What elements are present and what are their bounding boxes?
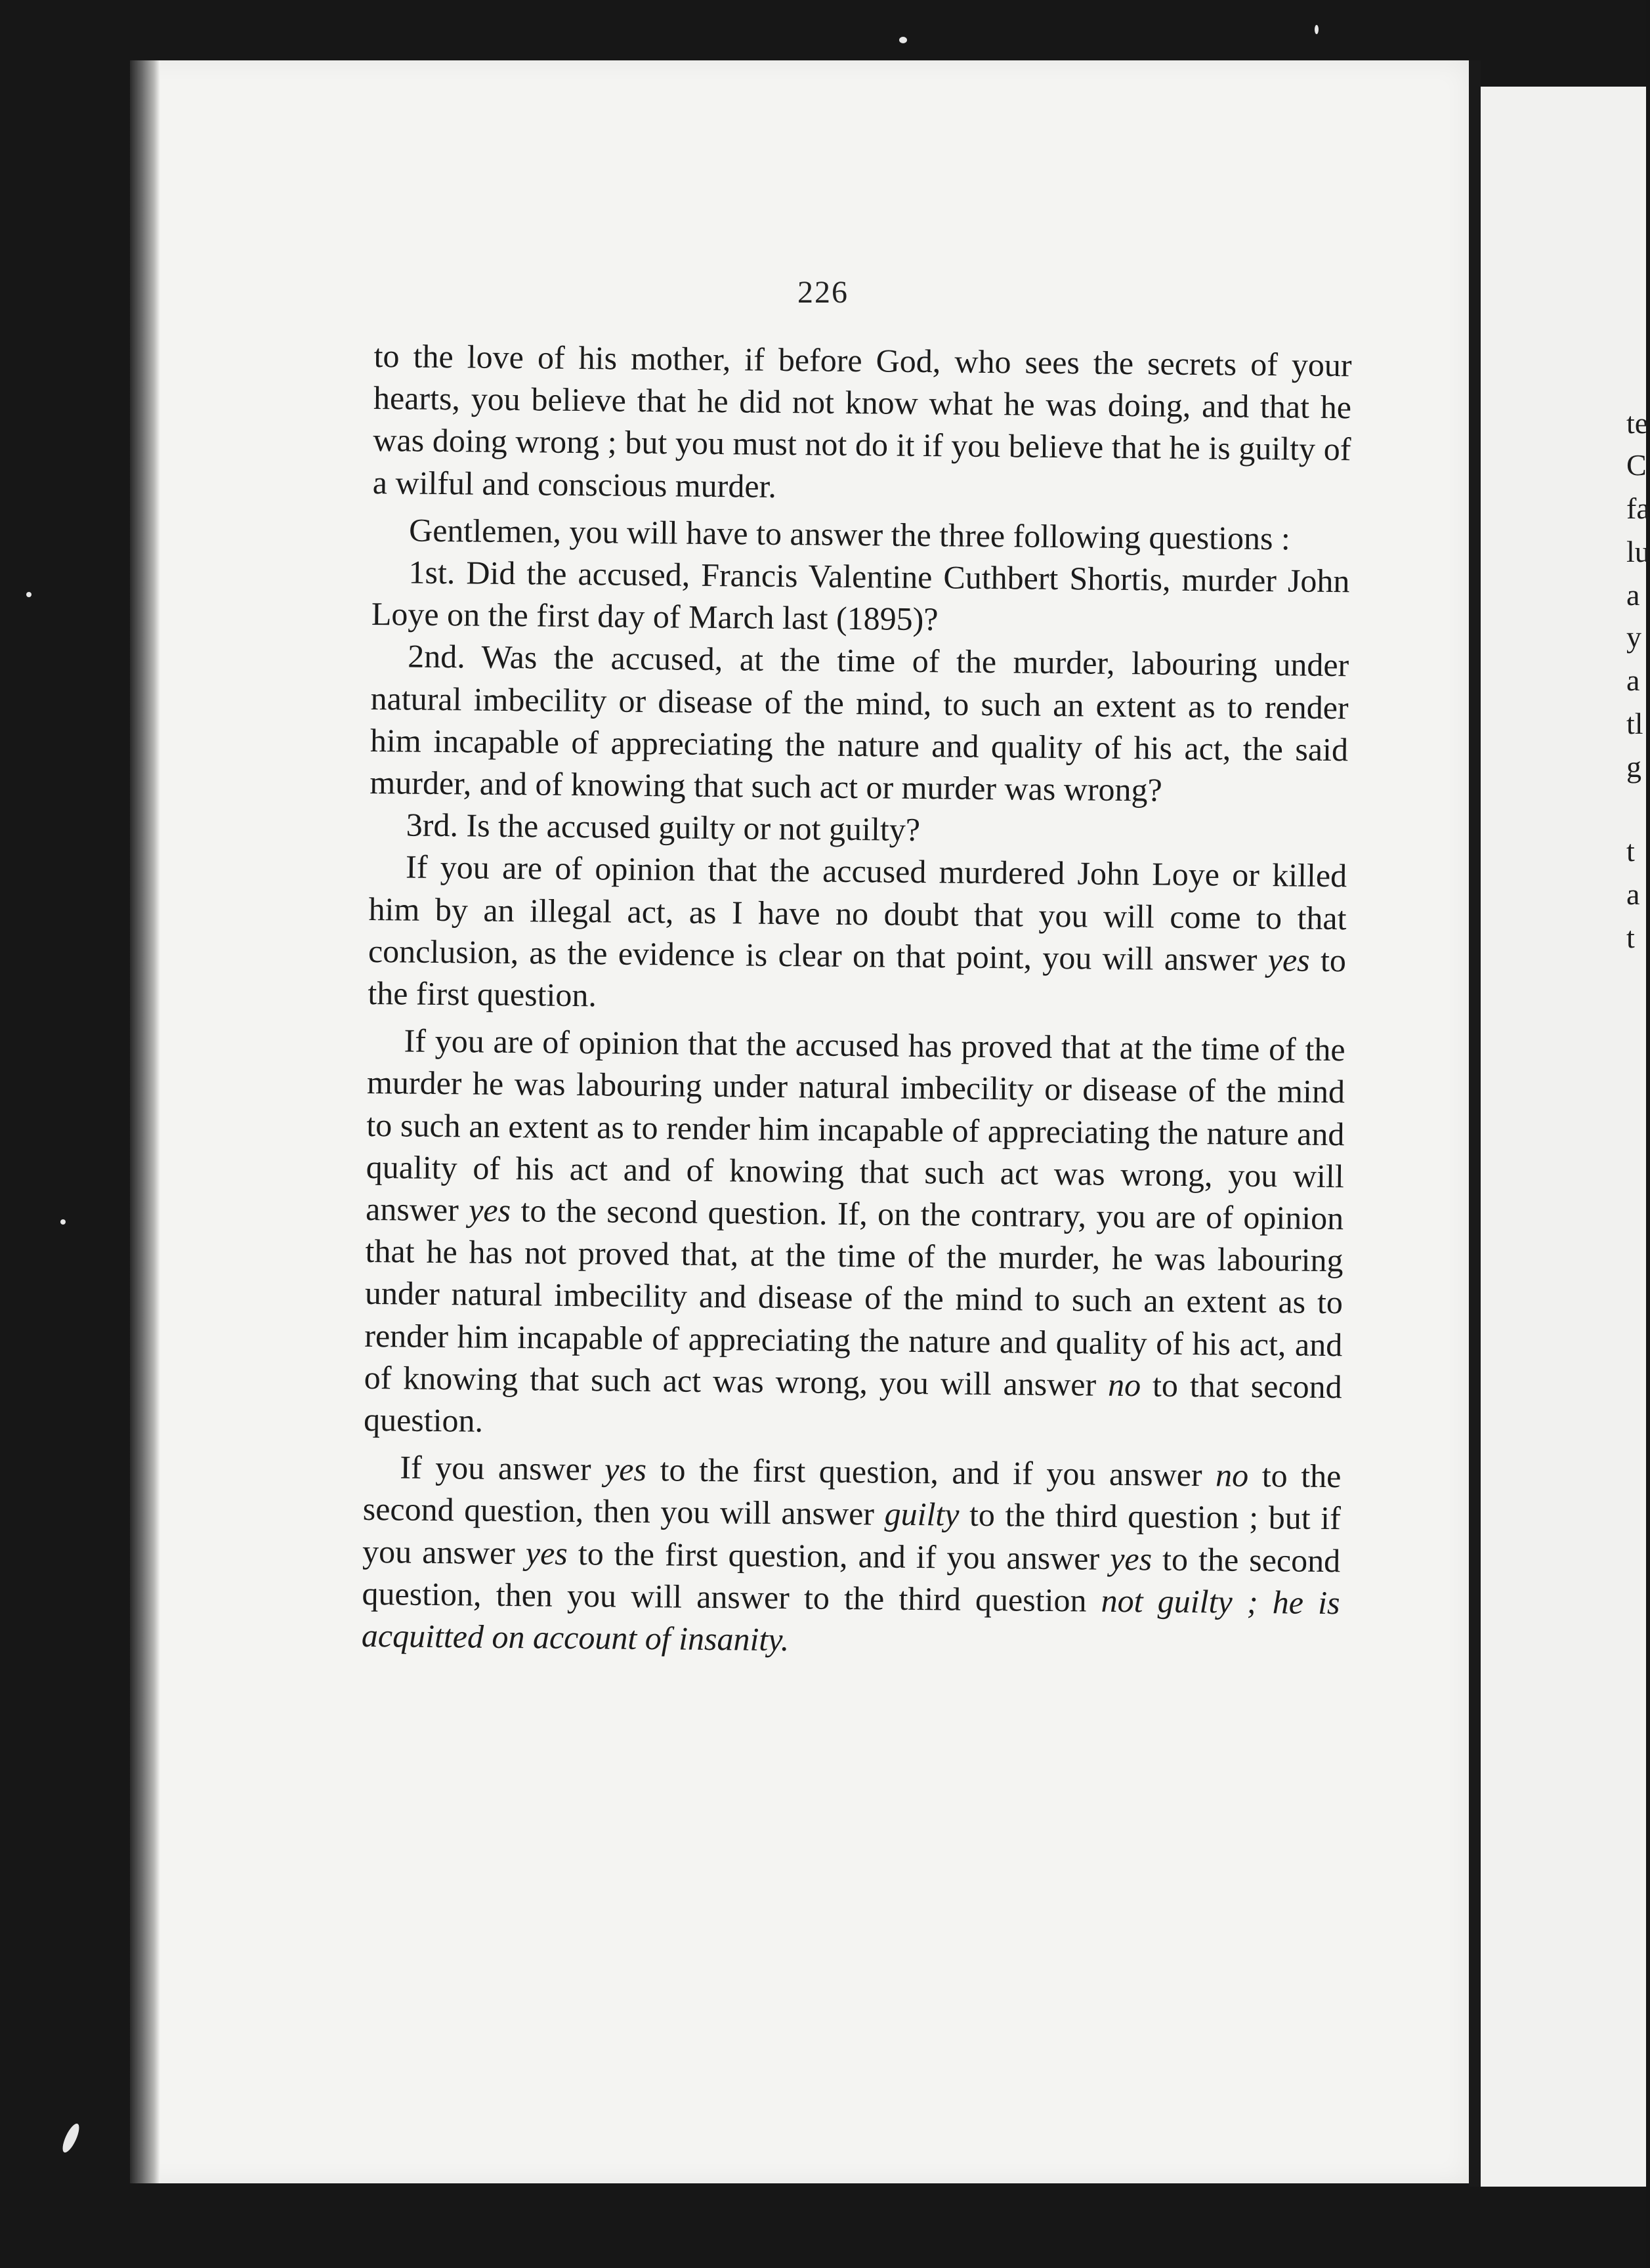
facing-page-fragment: y	[1626, 620, 1641, 654]
paragraph	[362, 1446, 1342, 1666]
emphasis: guilty	[884, 1496, 960, 1534]
facing-page-fragment: t	[1626, 921, 1635, 954]
facing-page-fragment: lu	[1626, 535, 1650, 568]
facing-page-fragment: t	[1626, 834, 1635, 868]
paragraph	[364, 1019, 1345, 1450]
scan-speck	[60, 2122, 83, 2154]
emphasis: yes	[604, 1450, 647, 1488]
text-run: to the second question. If, on the contrary, you are of opinion that he has not proved that, at the time of the murder, he was labouring under natural imbecility and disease of the mind to such an extent as to render him incapable of appreciating the nature and quality of his act, and of knowing that such act was wrong, you will answer	[364, 1192, 1344, 1403]
facing-page-fragment: C	[1626, 448, 1647, 482]
emphasis: not guilty ; he is acquitted on account of insanity.	[361, 1582, 1340, 1658]
facing-page	[1481, 87, 1649, 2187]
page-edge-shadow	[130, 60, 160, 2183]
facing-page-fragment: g	[1626, 750, 1641, 784]
scan-speck	[899, 37, 907, 43]
text-run: If you are of opinion that the accused murdered John Loye or killed him by an illegal act, as I have no doubt that you will come to that conclusion, as the evidence is clear on that point, you will answer	[368, 848, 1347, 978]
paragraph: 2nd. Was the accused, at the time of the murder, labouring under natural imbecility or disease of the mind, to such an extent as to render him incapable of appreciating the nature and quality of his act, the said murder, and of knowing that such act or murder was wrong?	[370, 637, 1349, 808]
text-run: to the second question, then you will answer	[362, 1457, 1342, 1532]
facing-page-fragment: tl	[1626, 707, 1643, 740]
text-run: to the first question, and if you answer	[660, 1451, 1202, 1494]
text-run: to the first question.	[368, 941, 1347, 1014]
emphasis: yes	[525, 1534, 568, 1572]
scan-speck	[1315, 25, 1319, 34]
page-number: 226	[797, 275, 849, 310]
scan-speck	[26, 592, 32, 597]
emphasis: yes	[1267, 940, 1310, 978]
scan-speck	[60, 1219, 66, 1225]
text-run: If you are of opinion that the accused has proved that at the time of the murder he was labouring under natural imbecility or disease of the mind to such an extent as to render him incapable of appreciating the nature and quality of his act and of knowing that such act was wrong, you will answer	[365, 1022, 1345, 1228]
text-run: to the second question, then you will answer to the third question	[362, 1540, 1341, 1619]
text-run: to that second question.	[363, 1366, 1342, 1439]
facing-page-fragment: fa	[1626, 492, 1650, 525]
emphasis: yes	[468, 1191, 511, 1229]
body-text	[362, 335, 1352, 1666]
text-run: to the third question ; but if you answer	[362, 1496, 1342, 1571]
paragraph: 3rd. Is the accused guilty or not guilty?	[406, 806, 921, 849]
paragraph	[368, 845, 1347, 1023]
facing-page-fragment: a	[1626, 578, 1640, 612]
facing-page-fragment: a	[1626, 663, 1640, 697]
emphasis: no	[1215, 1456, 1249, 1494]
book-gutter	[1469, 60, 1481, 2187]
text-run: If you answer	[400, 1448, 591, 1488]
paragraph: to the love of his mother, if before God, who sees the secrets of your hearts, you believe that he did not know what he was doing, and that he was doing wrong ; but you must not do it if you believe that he is guilty of a wilful and conscious murder.	[372, 337, 1352, 505]
text-run: to the first question, and if you answer	[578, 1534, 1100, 1577]
paragraph: 1st. Did the accused, Francis Valentine Cuthbert Shortis, murder John Loye on the first day of March last (1895)?	[371, 553, 1350, 638]
facing-page-fragment: a	[1626, 877, 1640, 911]
facing-page-fragment: te	[1626, 406, 1649, 440]
paragraph: Gentlemen, you will have to answer the three following questions :	[408, 511, 1291, 557]
emphasis: yes	[1109, 1540, 1153, 1578]
emphasis: no	[1107, 1366, 1141, 1404]
